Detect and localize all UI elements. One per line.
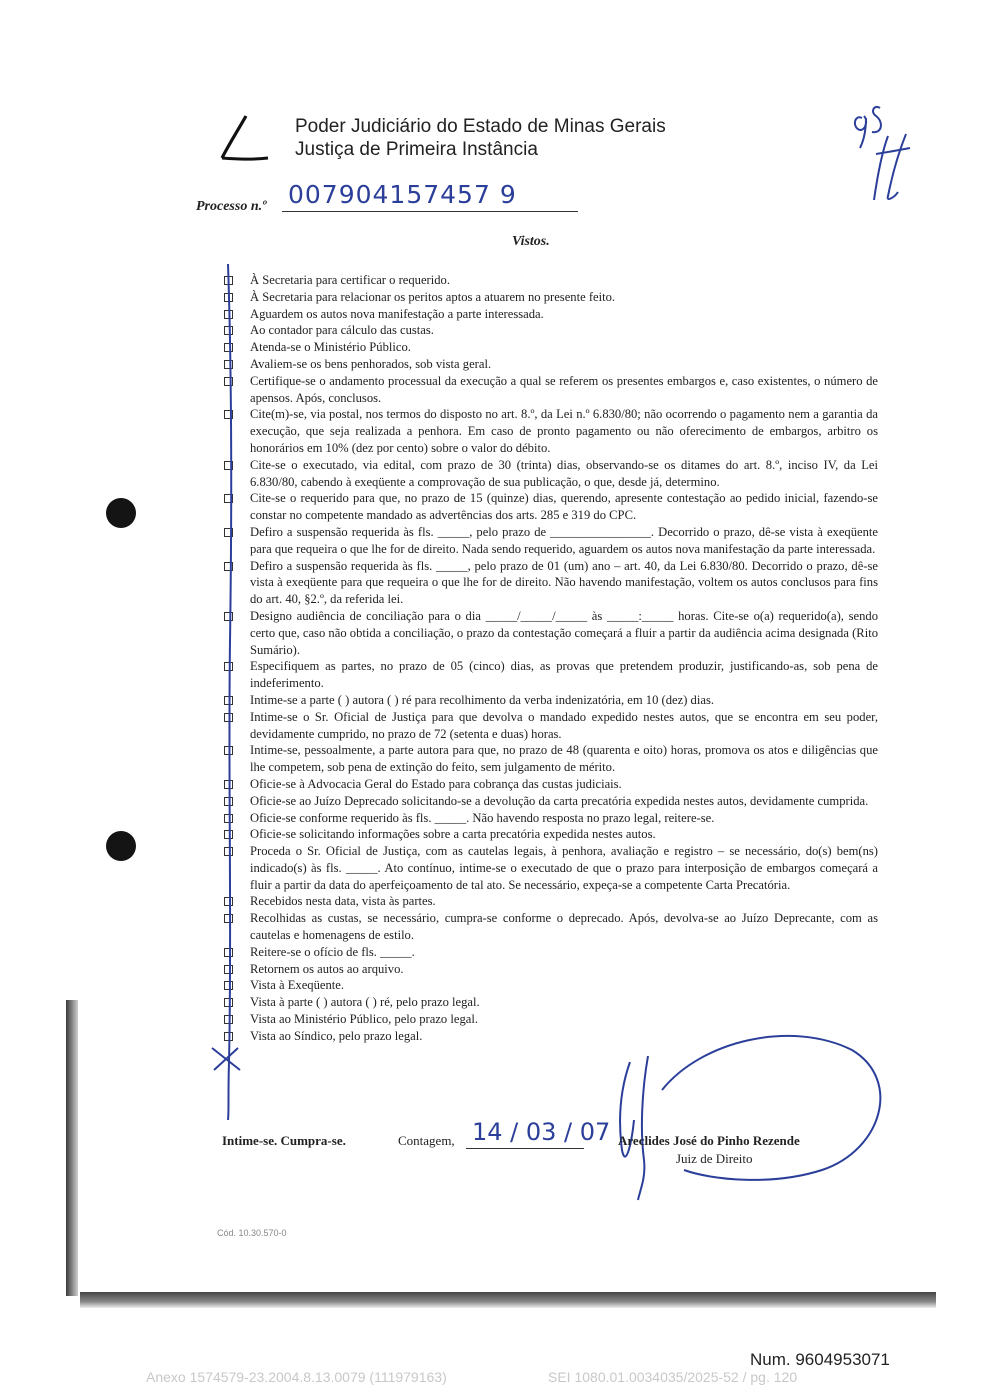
punch-hole-top <box>106 498 136 528</box>
list-item-text: Designo audiência de conciliação para o dia _____/_____/_____ às _____:_____ horas. Cite-se o(a) requerido(a), sendo certo que, caso não obtida a conciliação, o prazo da contestação começará a fluir a partir da audiência acima designada (Rito Sumário). <box>250 608 878 657</box>
vistos-heading: Vistos. <box>512 234 550 249</box>
list-item-text: Oficie-se conforme requerido às fls. _____. Não havendo resposta no prazo legal, reitere-se. <box>250 810 715 825</box>
list-item <box>224 977 878 994</box>
punch-hole-bottom <box>106 831 136 861</box>
list-item <box>224 793 878 810</box>
list-item <box>224 810 878 827</box>
list-item-text: Vista ao Síndico, pelo prazo legal. <box>250 1028 423 1043</box>
list-item <box>224 289 878 306</box>
list-item <box>224 742 878 776</box>
list-item <box>224 608 878 658</box>
list-item <box>224 490 878 524</box>
list-item-text: Defiro a suspensão requerida às fls. _____, pelo prazo de ________________. Decorrido o prazo, dê-se vista à exeqüente para que requeira o que lhe for de direito. Nada sendo requerido, aguardem os autos nova manifestação da parte interessada. <box>250 524 878 556</box>
list-item-text: Especifiquem as partes, no prazo de 05 (cinco) dias, as provas que pretendem produzir, justificando-as, sob pena de indeferimento. <box>250 659 878 691</box>
list-item-text: Vista à parte ( ) autora ( ) ré, pelo prazo legal. <box>250 995 480 1010</box>
judge-title: Juiz de Direito <box>676 1151 753 1166</box>
list-item-text: Vista ao Ministério Público, pelo prazo legal. <box>250 1012 478 1027</box>
judge-signature <box>612 1020 902 1210</box>
list-item <box>224 843 878 893</box>
intime-cumpra: Intime-se. Cumpra-se. <box>222 1133 346 1148</box>
list-item-text: Proceda o Sr. Oficial de Justiça, com as cautelas legais, à penhora, avaliação e registro – se necessário, do(s) bem(ns) indicado(s) às fls. _____. Ato contínuo, intime-se o executado de que o prazo para interposição de embargos começará a fluir a partir da data do aperfeiçoamento de tal ato. Se necessário, expeça-se a competente Carta Precatória. <box>250 844 878 892</box>
list-item-text: Oficie-se solicitando informações sobre a carta precatória expedida nestes autos. <box>250 827 656 842</box>
list-item <box>224 994 878 1011</box>
list-item <box>224 306 878 323</box>
document-number-stamp: Num. 9604953071 <box>750 1350 890 1369</box>
form-code: Cód. 10.30.570-0 <box>217 1228 287 1238</box>
court-emblem-icon <box>216 112 274 164</box>
list-item <box>224 339 878 356</box>
list-item <box>224 692 878 709</box>
list-item <box>224 709 878 743</box>
list-item <box>224 558 878 608</box>
list-item <box>224 658 878 692</box>
list-item <box>224 457 878 491</box>
list-item-text: Recebidos nesta data, vista às partes. <box>250 894 436 909</box>
list-item-text: Oficie-se ao Juízo Deprecado solicitando-se a devolução da carta precatória expedida nestes autos, devidamente cumprida. <box>250 793 869 808</box>
list-item-text: Aguardem os autos nova manifestação a parte interessada. <box>250 306 544 321</box>
list-item-text: Defiro a suspensão requerida às fls. _____, pelo prazo de 01 (um) ano – art. 40, da Lei 6.830/80. Decorrido o prazo, dê-se vista à exeqüente para que requeira o que lhe for de direito. Não havendo manifestação, voltem os autos conclusos para fins do art. 40, §2.º, da referida lei. <box>250 558 878 607</box>
list-item-text: Certifique-se o andamento processual da execução a qual se referem os presentes embargos e, caso existentes, o número de apensos. Após, conclusos. <box>250 373 878 405</box>
date-underline <box>466 1148 584 1149</box>
handwritten-x-mark <box>208 1044 244 1074</box>
list-item-text: Reitere-se o ofício de fls. _____. <box>250 944 415 959</box>
list-item-text: Avaliem-se os bens penhorados, sob vista geral. <box>250 356 492 371</box>
dispatch-checklist <box>224 272 878 1045</box>
court-instance: Justiça de Primeira Instância <box>295 139 538 160</box>
handwritten-vertical-line <box>212 262 252 1122</box>
list-item-text: Ao contador para cálculo das custas. <box>250 323 434 338</box>
list-item-text: À Secretaria para relacionar os peritos aptos a atuarem no presente feito. <box>250 289 616 304</box>
list-item-text: Recolhidas as custas, se necessário, cumpra-se conforme o deprecado. Após, devolva-se ao Juízo Deprecante, com as cautelas e homenagens de estilo. <box>250 911 878 943</box>
date-handwritten: 14 / 03 / 07 <box>472 1118 611 1146</box>
list-item <box>224 910 878 944</box>
list-item-text: Atenda-se o Ministério Público. <box>250 340 411 355</box>
list-item-text: Intime-se, pessoalmente, a parte autora para que, no prazo de 48 (quarenta e oito) horas, promova os atos e diligências que lhe competem, sob pena de extinção do feito, sem julgamento de mérito. <box>250 743 878 775</box>
process-number-underline <box>282 211 578 212</box>
list-item <box>224 776 878 793</box>
list-item-text: À Secretaria para certificar o requerido. <box>250 273 450 287</box>
process-number-handwritten: 007904157457 9 <box>288 180 517 209</box>
list-item <box>224 524 878 558</box>
list-item <box>224 961 878 978</box>
list-item-text: Cite(m)-se, via postal, nos termos do disposto no art. 8.º, da Lei n.º 6.830/80; não ocorrendo o pagamento nem a garantia da execução, que seja realizada a penhora. Em caso de pronto pagamento ou não oferecimento de embargos, arbitro os honorários em 10% (dez por cento) sobre o valor do débito. <box>250 407 878 455</box>
place-label: Contagem, <box>398 1133 455 1148</box>
list-item <box>224 893 878 910</box>
process-label: Processo n.º <box>196 199 267 214</box>
list-item <box>224 272 878 289</box>
list-item-text: Vista à Exeqüente. <box>250 978 345 993</box>
court-name: Poder Judiciário do Estado de Minas Gerais <box>295 116 666 137</box>
annex-stamp: Anexo 1574579-23.2004.8.13.0079 (111979163) <box>146 1369 447 1385</box>
scan-bottom-edge <box>80 1292 936 1308</box>
list-item-text: Intime-se o Sr. Oficial de Justiça para que devolva o mandado expedido nestes autos, que se encontra em seu poder, devidamente cumprido, no prazo de 72 (setenta e duas) horas. <box>250 709 878 741</box>
list-item-text: Retornem os autos ao arquivo. <box>250 961 404 976</box>
list-item-text: Cite-se o requerido para que, no prazo de 15 (quinze) dias, querendo, apresente contestação ao pedido inicial, fazendo-se constar no competente mandado as advertências dos arts. 285 e 319 do CPC. <box>250 491 878 523</box>
list-item <box>224 356 878 373</box>
list-item <box>224 406 878 456</box>
list-item <box>224 826 878 843</box>
sei-stamp: SEI 1080.01.0034035/2025-52 / pg. 120 <box>548 1369 798 1385</box>
scan-left-edge <box>66 1000 78 1296</box>
list-item <box>224 944 878 961</box>
list-item <box>224 322 878 339</box>
list-item-text: Oficie-se à Advocacia Geral do Estado para cobrança das custas judiciais. <box>250 776 622 791</box>
judge-name: Areclides José do Pinho Rezende <box>618 1133 800 1148</box>
list-item-text: Intime-se a parte ( ) autora ( ) ré para recolhimento da verba indenizatória, em 10 (dez) dias. <box>250 692 714 707</box>
page-handwritten-number <box>848 96 918 206</box>
list-item-text: Cite-se o executado, via edital, com prazo de 30 (trinta) dias, observando-se os ditames do art. 8.º, inciso IV, da Lei 6.830/80, cabendo à exeqüente a comprovação de sua publicação, o que, desde já, determino. <box>250 457 878 489</box>
list-item <box>224 373 878 407</box>
